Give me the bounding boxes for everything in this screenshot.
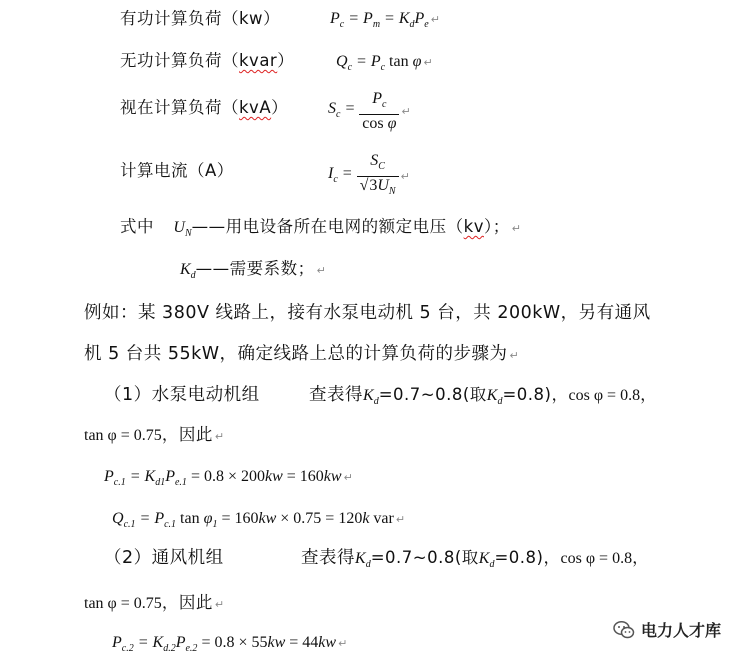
def-active-load: 有功计算负荷（kw） (120, 9, 281, 28)
def-current: 计算电流（A） (120, 161, 234, 180)
step1-header: （1）水泵电动机组 查表得$K_d=0.7\sim 0.8$(取$K_d=0.8$)，cos φ = 0.8， (104, 385, 658, 407)
step2-tan: tan φ = 0.75，因此 ↵ (84, 593, 225, 612)
step2-header: （2）通风机组 查表得$K_d=0.7\sim 0.8$(取$K_d=0.8$)，cos φ = 0.8， (104, 548, 650, 570)
formula-apparent-load: $S_c$ = $\frac{P_c}{\text{cos φ}}$ ↵ (328, 90, 411, 132)
formula-current: $I_c$ = $\frac{S_C}{√3U_N}$ ↵ (328, 152, 410, 197)
wechat-logo-icon (613, 620, 635, 640)
watermark (613, 618, 721, 641)
where-kd: $K_d——$需要系数； ↵ (180, 259, 326, 281)
formula-pc2: $P_{c.2} = K_{d.2}P_{e.2} = 0.8 \times 55kw = 44kw$ ↵ (112, 634, 348, 654)
formula-pc1: $P_{c.1} = K_{d1}P_{e.1} = 0.8 \times 200kw = 160kw$ ↵ (104, 468, 353, 488)
def-apparent-load: 视在计算负荷（kvA） (120, 98, 289, 117)
formula-active-load: $P_c = P_m = K_dP_e$ ↵ (330, 10, 440, 30)
formula-qc1: $Q_{c.1} = P_{c.1}$ $\tan \varphi_1 = 160kw \times 0.75 = 120k$ var ↵ (112, 510, 406, 530)
example-line-1: 例如：某 380V 线路上，接有水泵电动机 5 台，共 200kW，另有通风 (84, 303, 651, 323)
step1-tan: tan φ = 0.75，因此 ↵ (84, 425, 225, 444)
example-line-2: 机 5 台共 55kW，确定线路上总的计算负荷的步骤为 ↵ (84, 344, 519, 364)
def-reactive-load: 无功计算负荷（kvar） (120, 51, 295, 70)
where-un: 式中 $U_N——$用电设备所在电网的额定电压（kv）； ↵ (120, 217, 521, 239)
watermark-text: 电力人才库 (640, 621, 721, 640)
formula-reactive-load: $Q_c = P_c$ tan φ ↵ (336, 53, 433, 73)
